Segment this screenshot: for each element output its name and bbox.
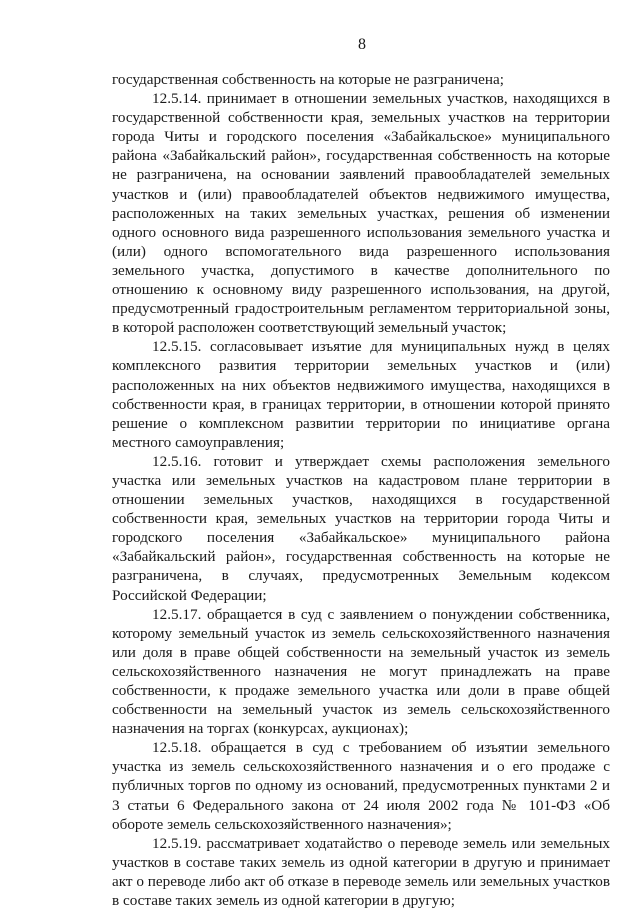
paragraph-12-5-16: 12.5.16. готовит и утверждает схемы расположения земельного участка или земельных участков на кадастровом плане территории в отношении земельных участков, находящихся в государственной собственности края, земельных участков на территории города Читы и городского поселения «Забайкальское» муниципального района «Забайкальский район», государственная собственность на которые не разграничена, в случаях, предусмотренных Земельным кодексом Российской Федерации;	[112, 452, 610, 604]
paragraph-12-5-19: 12.5.19. рассматривает ходатайство о переводе земель или земельных участков в составе таких земель из одной категории в другую и принимает акт о переводе либо акт об отказе в переводе земель или земельных участков в составе таких земель из одной категории в другую;	[112, 834, 610, 910]
paragraph-12-5-15: 12.5.15. согласовывает изъятие для муниципальных нужд в целях комплексного развития территории земельных участков и (или) расположенных на них объектов недвижимого имущества, находящихся в собственности края, в границах территории, в отношении которой принято решение о комплексном развитии территории по инициативе органа местного самоуправления;	[112, 338, 610, 451]
paragraph-continuation: государственная собственность на которые не разграничена;	[112, 71, 504, 88]
paragraph-12-5-17: 12.5.17. обращается в суд с заявлением о понуждении собственника, которому земельный участок из земель сельскохозяйственного назначения или доля в праве общей собственности на земельный участок из земель сельскохозяйственного назначения не могут принадлежать на праве собственности, к продаже земельного участка или доли в праве общей собственности на земельный участок из земель сельскохозяйственного назначения на торгах (конкурсах, аукционах);	[112, 605, 610, 738]
paragraph-12-5-14: 12.5.14. принимает в отношении земельных участков, находящихся в государственной собственности края, земельных участков на территории города Читы и городского поселения «Забайкальское» муниципального района «Забайкальский район», государственная собственность на которые не разграничена, на основании заявлений правообладателей земельных участков и (или) правообладателей объектов недвижимого имущества, расположенных на таких земельных участках, решения об изменении одного основного вида разрешенного использования земельного участка и (или) одного вспомогательного вида разрешенного использования земельного участка, допустимого в качестве дополнительного по отношению к основному виду разрешенного использования, на другой, предусмотренный градостроительным регламентом территориальной зоны, в которой расположен соответствующий земельный участок;	[112, 90, 610, 337]
paragraph-12-5-18: 12.5.18. обращается в суд с требованием об изъятии земельного участка из земель сельскохозяйственного назначения и о его продаже с публичных торгов по одному из оснований, предусмотренных пунктами 2 и 3 статьи 6 Федерального закона от 24 июля 2002 года № 101-ФЗ «Об обороте земель сельскохозяйственного назначения»;	[112, 739, 610, 833]
page-number: 8	[358, 36, 366, 53]
